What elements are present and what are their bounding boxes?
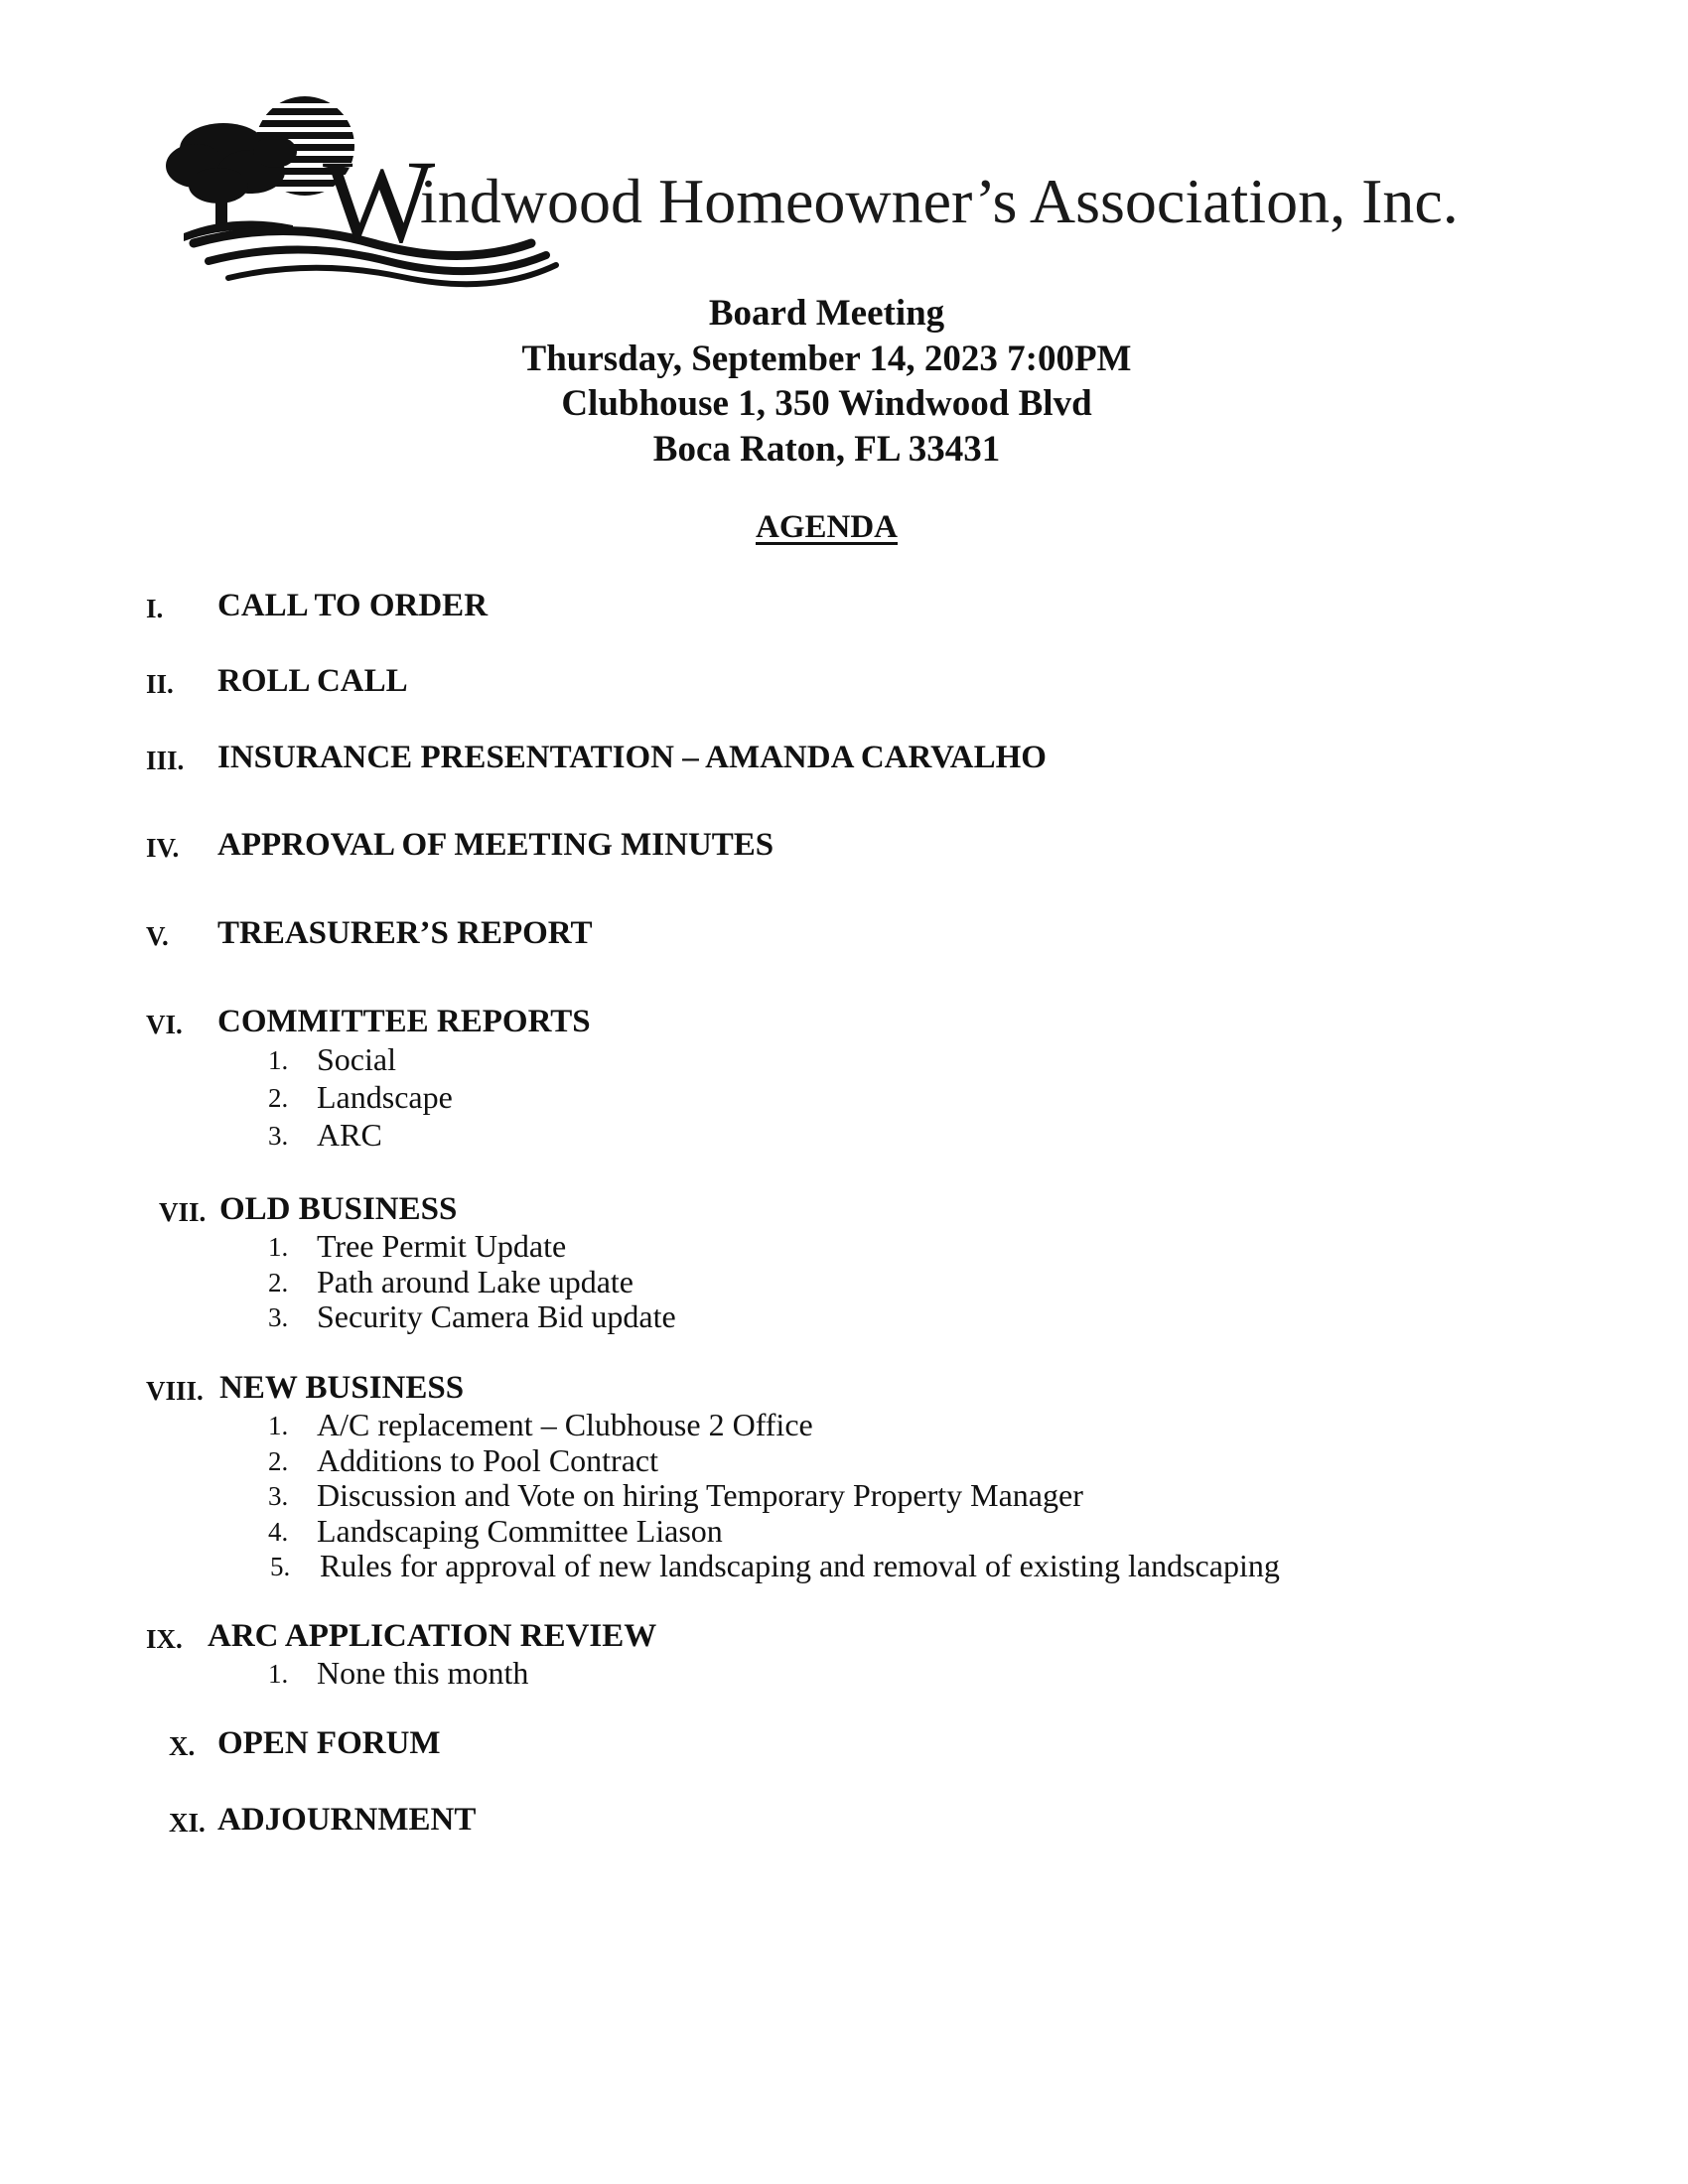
section-title: CALL TO ORDER xyxy=(217,588,489,623)
meeting-location: Clubhouse 1, 350 Windwood Blvd xyxy=(561,383,1092,424)
section-title: ARC APPLICATION REVIEW xyxy=(208,1618,657,1654)
section-numeral: IV. xyxy=(146,833,180,863)
section-title: TREASURER’S REPORT xyxy=(217,915,593,951)
agenda-section-treasurers-report xyxy=(0,915,1688,955)
item-text: A/C replacement – Clubhouse 2 Office xyxy=(317,1407,813,1442)
item-number: 3. xyxy=(268,1121,289,1151)
agenda-section-approval-of-minutes xyxy=(0,827,1688,867)
list-item xyxy=(0,1079,1688,1117)
list-item xyxy=(0,1548,1688,1583)
list-item xyxy=(0,1264,1688,1299)
list-item xyxy=(0,1298,1688,1334)
meeting-datetime: Thursday, September 14, 2023 7:00PM xyxy=(521,338,1132,379)
item-text: Path around Lake update xyxy=(317,1263,633,1299)
agenda-section-old-business xyxy=(0,1191,1688,1334)
item-text: Additions to Pool Contract xyxy=(317,1441,658,1478)
item-text: ARC xyxy=(317,1117,382,1153)
item-text: Discussion and Vote on hiring Temporary Property Manager xyxy=(317,1477,1083,1513)
section-title: COMMITTEE REPORTS xyxy=(217,1004,591,1039)
section-numeral: VII. xyxy=(159,1197,207,1227)
item-number: 2. xyxy=(268,1445,289,1476)
item-text: Social xyxy=(317,1041,396,1077)
agenda-section-open-forum xyxy=(0,1725,1688,1765)
meeting-city: Boca Raton, FL 33431 xyxy=(652,428,1001,470)
item-text: Landscaping Committee Liason xyxy=(317,1512,723,1549)
agenda-section-arc-application-review xyxy=(0,1618,1688,1691)
agenda-section-roll-call xyxy=(0,663,1688,703)
item-number: 1. xyxy=(268,1659,289,1689)
list-item xyxy=(0,1477,1688,1513)
item-text: Tree Permit Update xyxy=(317,1228,567,1264)
item-text: Rules for approval of new landscaping and removal of existing landscaping xyxy=(320,1548,1280,1583)
letterhead xyxy=(164,94,1504,293)
list-item xyxy=(0,1513,1688,1549)
item-text: None this month xyxy=(317,1655,529,1691)
list-item xyxy=(0,1117,1688,1155)
item-number: 1. xyxy=(268,1045,289,1075)
item-number: 4. xyxy=(268,1516,289,1547)
item-number: 3. xyxy=(268,1481,289,1511)
list-item xyxy=(0,1655,1688,1691)
section-title: INSURANCE PRESENTATION – AMANDA CARVALHO xyxy=(217,740,1047,775)
item-number: 5. xyxy=(270,1552,291,1581)
section-numeral: X. xyxy=(169,1731,196,1761)
section-title: APPROVAL OF MEETING MINUTES xyxy=(217,827,774,863)
meeting-title: Board Meeting xyxy=(708,293,945,334)
section-numeral: V. xyxy=(146,921,169,951)
item-text: Security Camera Bid update xyxy=(317,1298,676,1334)
section-numeral: IX. xyxy=(146,1624,183,1654)
section-title: OPEN FORUM xyxy=(217,1725,441,1761)
agenda-section-insurance-presentation xyxy=(0,740,1688,779)
section-numeral: I. xyxy=(146,594,164,623)
item-number: 1. xyxy=(268,1232,289,1262)
list-item xyxy=(0,1041,1688,1079)
section-title: ADJOURNMENT xyxy=(217,1802,477,1838)
section-numeral: III. xyxy=(146,746,185,775)
section-numeral: XI. xyxy=(169,1808,206,1838)
section-title: OLD BUSINESS xyxy=(219,1191,458,1227)
agenda-section-adjournment xyxy=(0,1802,1688,1842)
section-title: ROLL CALL xyxy=(217,663,408,699)
list-item xyxy=(0,1228,1688,1264)
item-number: 1. xyxy=(268,1411,289,1440)
agenda-section-new-business xyxy=(0,1370,1688,1583)
organization-name: indwood Homeowner’s Association, Inc. xyxy=(420,166,1459,236)
logo-letter-w-text: W xyxy=(323,144,436,263)
agenda-title: AGENDA xyxy=(755,509,898,545)
list-item xyxy=(0,1442,1688,1478)
section-numeral: VIII. xyxy=(146,1376,204,1406)
item-number: 3. xyxy=(268,1302,289,1332)
section-numeral: II. xyxy=(146,669,174,699)
agenda-section-call-to-order xyxy=(0,588,1688,627)
agenda-section-committee-reports xyxy=(0,1004,1688,1155)
list-item xyxy=(0,1407,1688,1442)
item-text: Landscape xyxy=(317,1079,453,1115)
meeting-header xyxy=(0,291,1653,472)
section-numeral: VI. xyxy=(146,1010,183,1039)
item-number: 2. xyxy=(268,1083,289,1113)
item-number: 2. xyxy=(268,1267,289,1297)
section-title: NEW BUSINESS xyxy=(219,1370,465,1406)
